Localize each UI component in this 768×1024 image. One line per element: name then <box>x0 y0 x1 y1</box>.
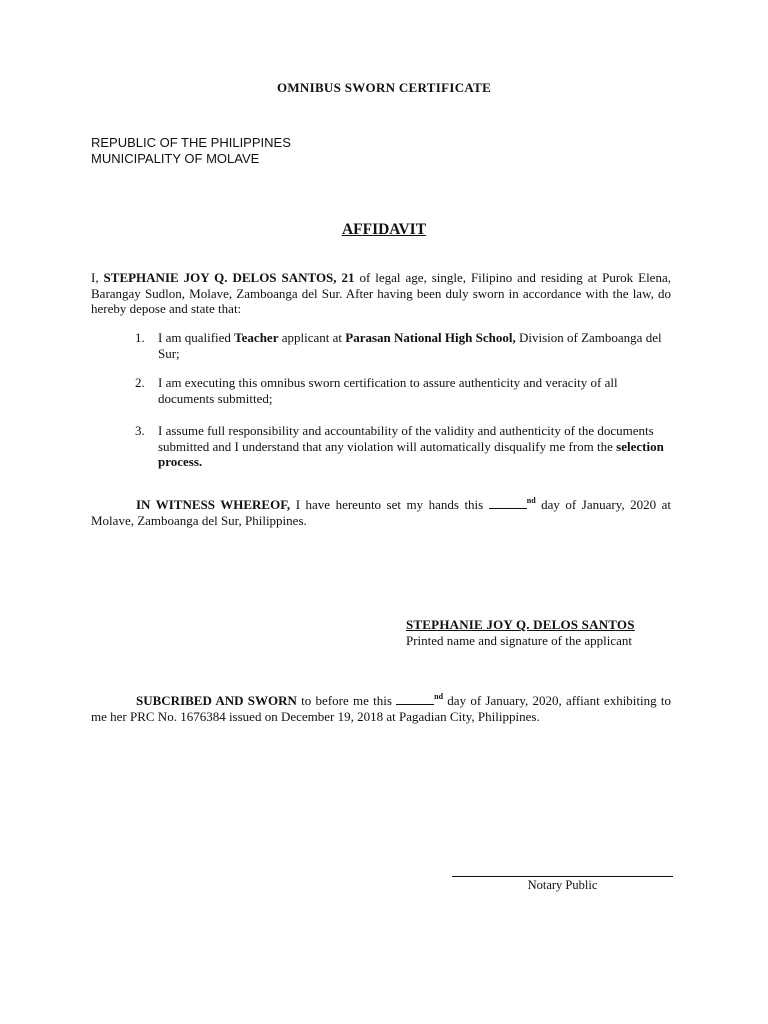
statement-text: I am qualified Teacher applicant at Parasan National High School, Division of Zamboanga del Sur; <box>158 330 662 361</box>
statement-number: 2. <box>135 375 145 390</box>
applicant-caption: Printed name and signature of the applicant <box>406 633 632 648</box>
document-title: OMNIBUS SWORN CERTIFICATE <box>276 80 492 95</box>
ordinal-suffix: nd <box>526 496 536 505</box>
affiant-name-age: STEPHANIE JOY Q. DELOS SANTOS, 21 <box>103 270 355 285</box>
statement-text: I am executing this omnibus sworn certification to assure authenticity and veracity of all documents submitted; <box>158 375 618 406</box>
witness-paragraph: IN WITNESS WHEREOF, I have hereunto set my hands this $^{nd}$ day of January, 2020 at Molave, Zamboanga del Sur, Philippines. <box>91 496 671 528</box>
ordinal-suffix: nd <box>434 692 444 701</box>
statement-number: 3. <box>135 423 145 438</box>
statement-number: 1. <box>135 330 145 345</box>
intro-prefix: I, <box>91 270 104 285</box>
header-municipality: MUNICIPALITY OF MOLAVE <box>91 151 260 166</box>
intro-text: of legal age, single, Filipino and residing at Purok Elena, Barangay Sudlon, Molave, Zamboanga del Sur. After having been duly sworn in accordance with the law, do hereby depose and state that: <box>91 270 671 316</box>
affidavit-heading: AFFIDAVIT <box>341 221 427 238</box>
notary-caption: Notary Public <box>527 878 598 892</box>
day-blank <box>489 497 527 509</box>
header-country: REPUBLIC OF THE PHILIPPINES <box>91 135 291 150</box>
day-blank <box>396 693 434 705</box>
statement-text: I assume full responsibility and accountability of the validity and authenticity of the documents submitted and I understand that any violation will automatically disqualify me from the selection process. <box>158 423 664 469</box>
sworn-paragraph: SUBCRIBED AND SWORN to before me this $^{nd}$ day of January, 2020, affiant exhibiting to me her PRC No. 1676384 issued on December 19, 2018 at Pagadian City, Philippines. <box>91 692 672 724</box>
intro-paragraph <box>91 270 671 317</box>
notary-signature-line <box>452 876 673 877</box>
document-header <box>91 135 291 167</box>
sworn-lead: SUBCRIBED AND SWORN <box>136 693 297 708</box>
witness-lead: IN WITNESS WHEREOF, <box>136 497 291 512</box>
applicant-name: STEPHANIE JOY Q. DELOS SANTOS <box>406 617 635 632</box>
